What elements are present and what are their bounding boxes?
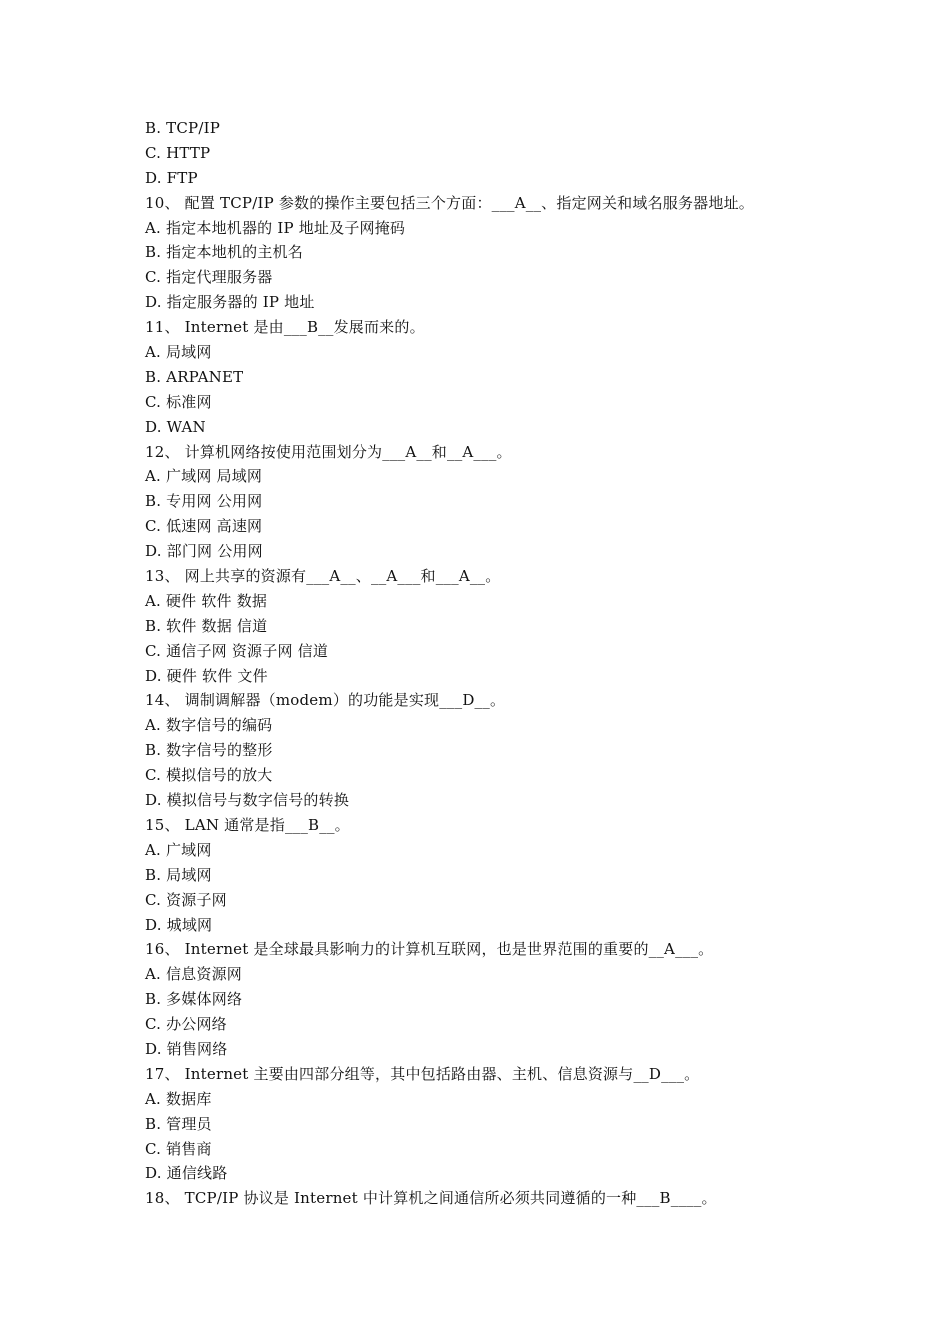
text-line: C. 通信子网 资源子网 信道 <box>145 641 329 660</box>
text-line: B. 专用网 公用网 <box>145 492 263 511</box>
text-line: D. WAN <box>145 417 206 436</box>
text-line: B. TCP/IP <box>145 119 221 137</box>
text-line: A. 指定本地机器的 IP 地址及子网掩码 <box>145 218 406 237</box>
text-line: C. 资源子网 <box>145 890 227 909</box>
text-line: A. 局域网 <box>145 343 212 362</box>
text-line: D. 模拟信号与数字信号的转换 <box>145 791 350 810</box>
question-15: 15、 LAN 通常是指___B__。 <box>145 815 350 834</box>
text-line: D. 通信线路 <box>145 1164 228 1183</box>
question-10: 10、 配置 TCP/IP 参数的操作主要包括三个方面：___A__、指定网关和域名服务器地址。 <box>145 193 754 212</box>
text-line: A. 广域网 <box>145 840 212 859</box>
text-line: A. 硬件 软件 数据 <box>145 591 268 610</box>
text-line: B. 管理员 <box>145 1114 212 1133</box>
question-18: 18、 TCP/IP 协议是 Internet 中计算机之间通信所必须共同遵循的一种___B____。 <box>145 1189 717 1208</box>
text-line: B. 多媒体网络 <box>145 990 243 1009</box>
text-line: D. 销售网络 <box>145 1039 228 1058</box>
text-line: D. 硬件 软件 文件 <box>145 666 268 685</box>
question-14: 14、 调制调解器（modem）的功能是实现___D__。 <box>145 691 506 710</box>
text-line: B. ARPANET <box>145 367 244 386</box>
text-line: D. 城域网 <box>145 915 213 934</box>
question-13: 13、 网上共享的资源有___A__、__A___和___A__。 <box>145 567 501 586</box>
document-body <box>145 116 845 1211</box>
text-line: C. 指定代理服务器 <box>145 268 273 287</box>
question-11: 11、 Internet 是由___B__发展而来的。 <box>145 318 425 337</box>
text-line: B. 软件 数据 信道 <box>145 616 268 635</box>
text-line: C. 标准网 <box>145 392 212 411</box>
text-line: C. 销售商 <box>145 1139 212 1158</box>
text-line: A. 数据库 <box>145 1089 212 1108</box>
text-line: D. FTP <box>145 168 198 187</box>
text-line: C. 模拟信号的放大 <box>145 766 273 785</box>
text-line: A. 数字信号的编码 <box>145 716 273 735</box>
text-line: B. 数字信号的整形 <box>145 741 273 760</box>
text-line: B. 局域网 <box>145 865 212 884</box>
question-12: 12、 计算机网络按使用范围划分为___A__和__A___。 <box>145 442 512 461</box>
question-17: 17、 Internet 主要由四部分组等，其中包括路由器、主机、信息资源与__D___。 <box>145 1064 700 1083</box>
text-line: C. HTTP <box>145 143 211 162</box>
text-line: D. 指定服务器的 IP 地址 <box>145 293 315 312</box>
text-line: C. 办公网络 <box>145 1015 227 1034</box>
text-line: D. 部门网 公用网 <box>145 542 263 561</box>
text-line: C. 低速网 高速网 <box>145 517 263 536</box>
question-16: 16、 Internet 是全球最具影响力的计算机互联网，也是世界范围的重要的__A___。 <box>145 940 714 959</box>
text-line: A. 广域网 局域网 <box>145 467 263 486</box>
text-line: B. 指定本地机的主机名 <box>145 243 303 262</box>
text-line: A. 信息资源网 <box>145 965 242 984</box>
